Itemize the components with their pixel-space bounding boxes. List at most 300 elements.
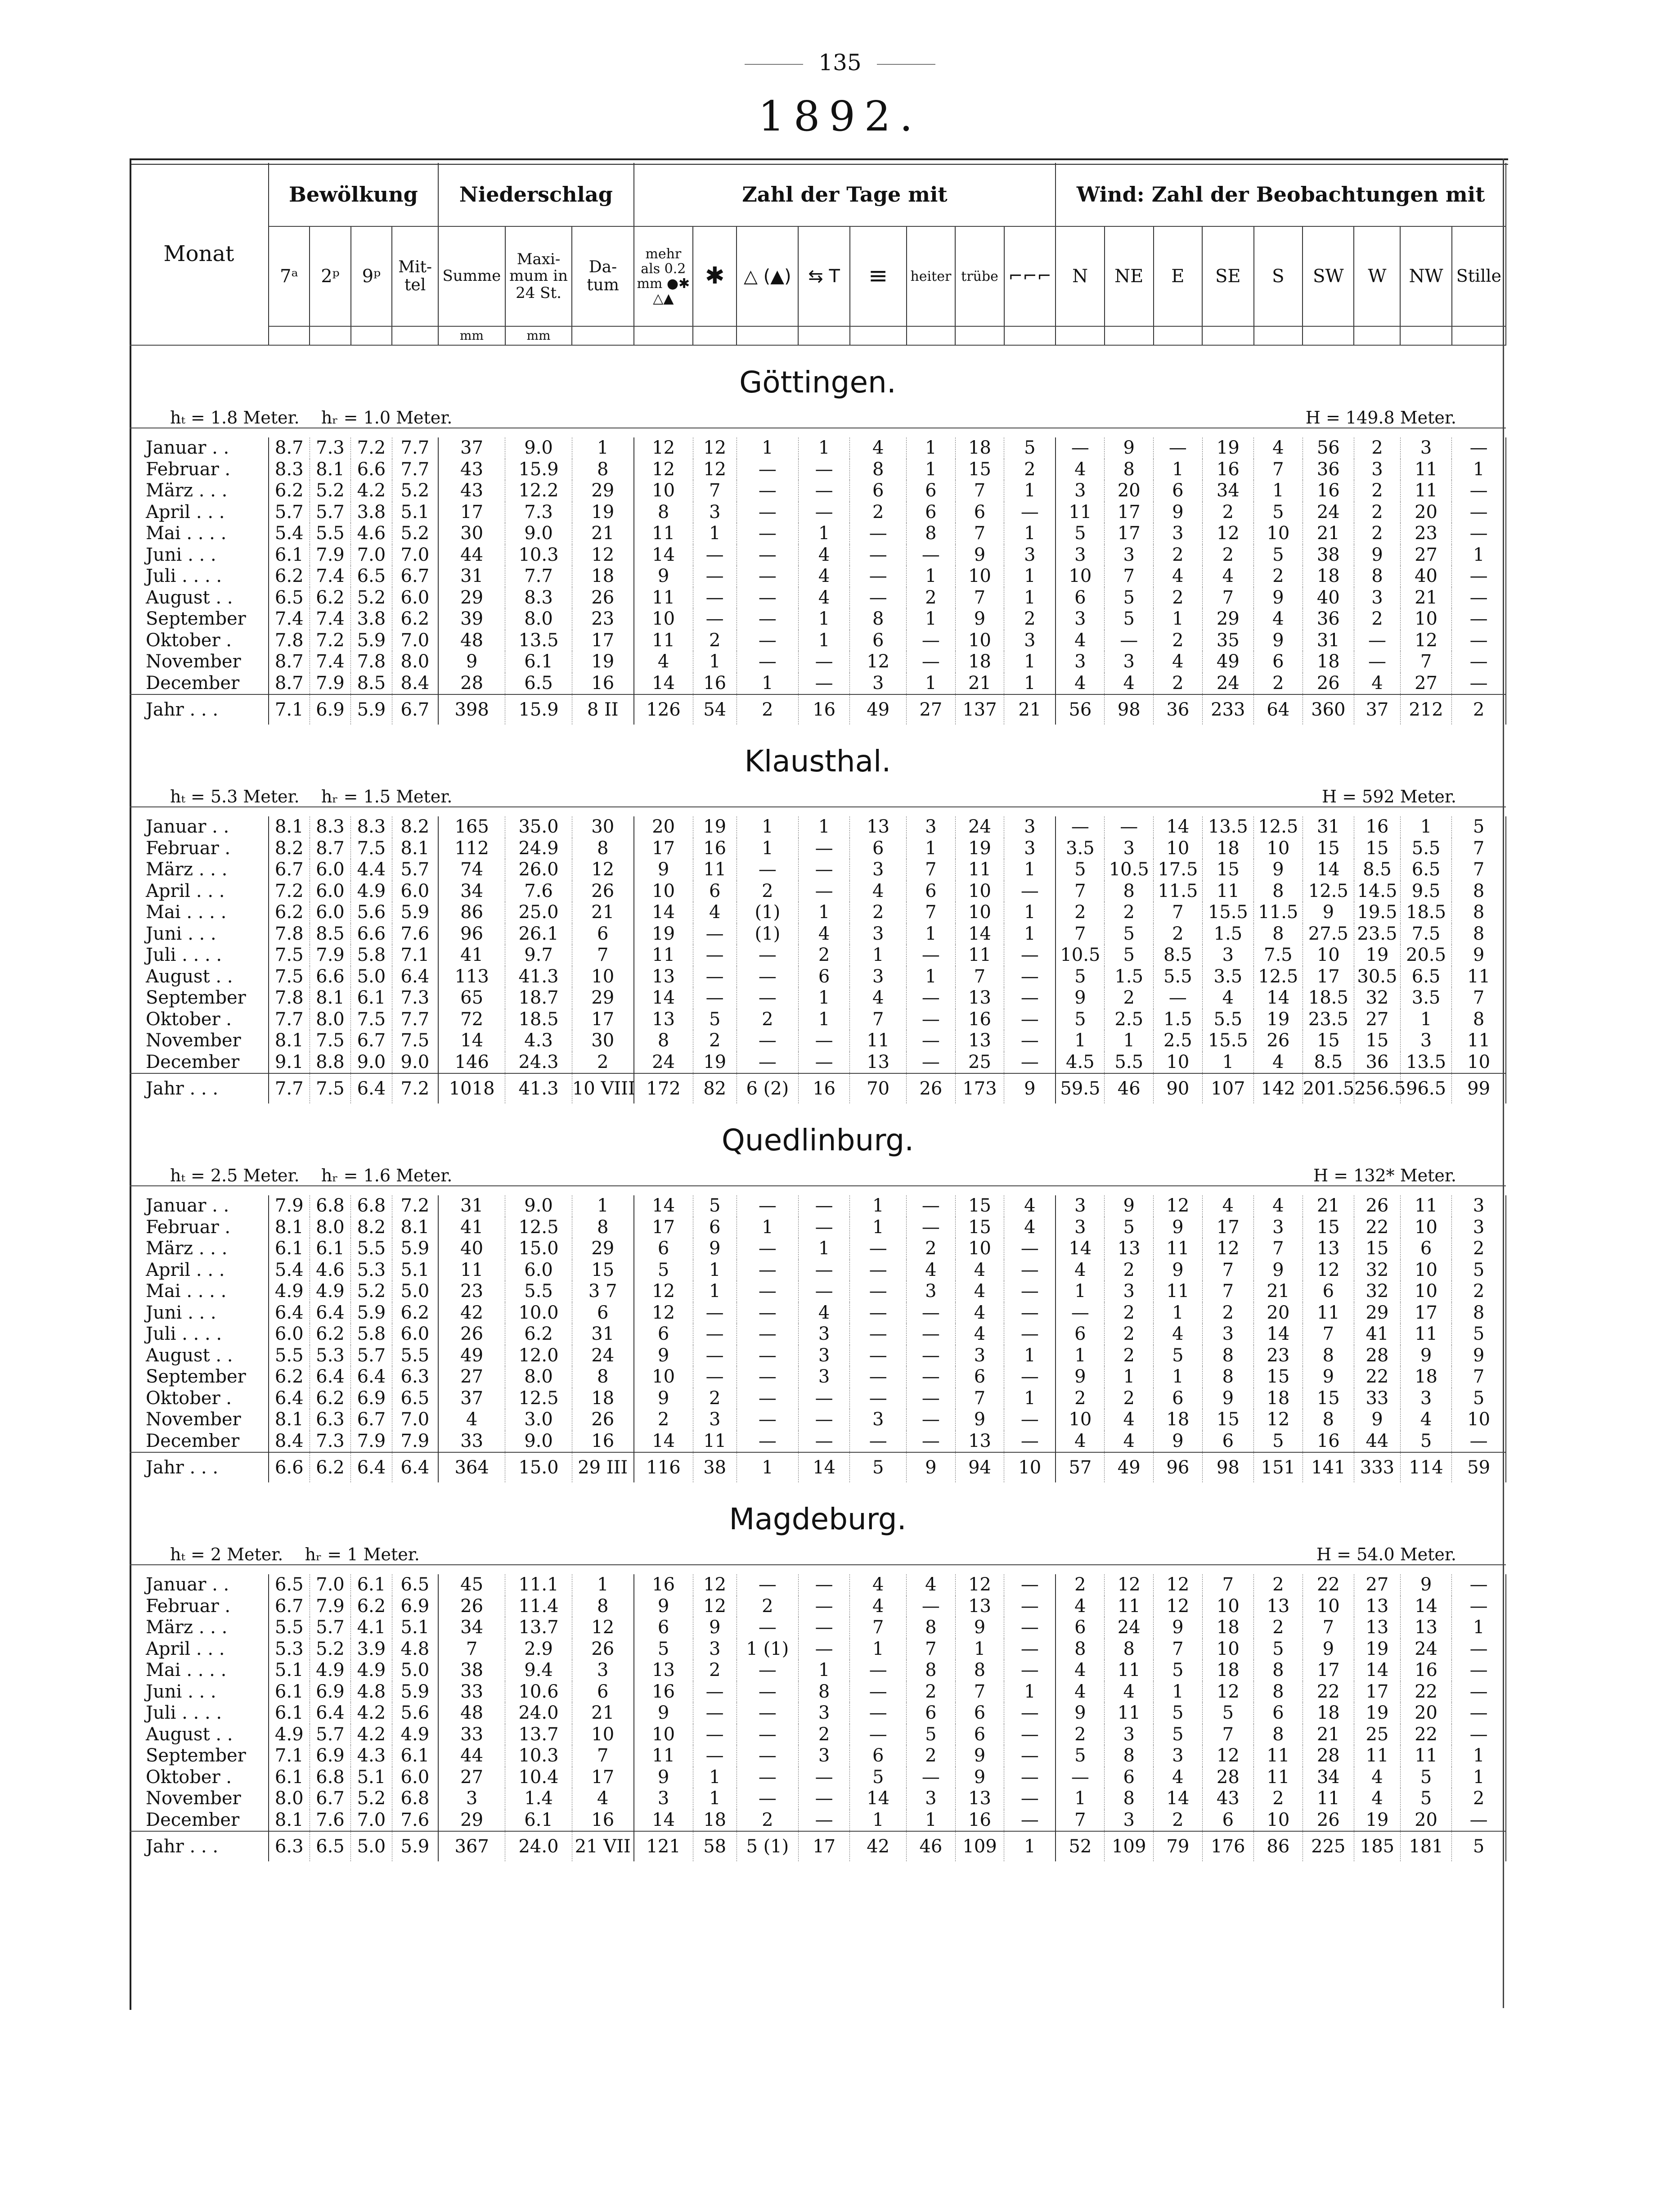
table-cell: 48 — [438, 630, 505, 652]
table-cell: 8 — [1254, 1660, 1303, 1681]
table-cell: 1 — [1056, 1345, 1105, 1367]
thermometer-height: hₜ = 5.3 Meter. — [170, 787, 300, 806]
table-cell: 14 — [438, 1030, 505, 1052]
table-cell: 8.2 — [269, 838, 310, 860]
table-cell: 16 — [1354, 816, 1400, 838]
bewoelkung-header: Bewölkung — [269, 163, 438, 226]
table-cell: 70 — [850, 1073, 907, 1104]
table-cell: 109 — [1105, 1831, 1154, 1861]
table-cell: 2 — [798, 945, 849, 966]
table-cell: 6.2 — [269, 480, 310, 502]
table-cell: 4 — [1254, 1195, 1303, 1217]
table-cell: 28 — [1303, 1745, 1354, 1767]
table-cell: 3 — [1105, 1810, 1154, 1832]
table-cell: 4.9 — [351, 1660, 392, 1681]
table-cell: 5.3 — [269, 1639, 310, 1660]
table-cell: 1 — [1004, 1345, 1056, 1367]
table-cell: 9 — [1154, 1617, 1203, 1639]
table-cell: 21 — [1004, 694, 1056, 725]
table-cell: — — [1004, 1810, 1056, 1832]
table-cell: — — [850, 566, 907, 587]
table-cell: 29 — [572, 1238, 633, 1260]
table-cell: 5.9 — [392, 1238, 438, 1260]
table-cell: 41 — [1354, 1324, 1400, 1345]
table-cell: 24.3 — [505, 1052, 572, 1074]
table-cell: 14.5 — [1354, 881, 1400, 902]
table-cell: — — [737, 1409, 798, 1431]
table-cell: 7 — [1452, 859, 1506, 881]
table-cell: 7 — [1056, 881, 1105, 902]
col-2p: 2ᵖ — [310, 226, 350, 326]
table-cell: 26 — [572, 587, 633, 609]
table-row — [130, 587, 1506, 609]
table-cell: 7 — [572, 945, 633, 966]
table-cell: 86 — [438, 902, 505, 923]
table-cell: 26 — [907, 1073, 956, 1104]
table-cell: 6 — [572, 923, 633, 945]
table-cell: 1 (1) — [737, 1639, 798, 1660]
table-cell: — — [850, 1238, 907, 1260]
table-cell: 6.0 — [505, 1260, 572, 1281]
table-cell: 96 — [438, 923, 505, 945]
table-cell: — — [1452, 587, 1506, 609]
table-cell: 14 — [1400, 1596, 1451, 1617]
month-label: Juli . . . . — [130, 1703, 269, 1724]
table-cell: 225 — [1303, 1831, 1354, 1861]
table-cell: 43 — [438, 480, 505, 502]
table-cell: 3 — [850, 1409, 907, 1431]
table-cell: 13 — [955, 987, 1004, 1009]
table-cell: 5.7 — [269, 502, 310, 523]
table-cell: — — [1105, 816, 1154, 838]
table-row — [130, 1302, 1506, 1324]
table-cell: 7 — [850, 1617, 907, 1639]
table-cell: 6.9 — [351, 1388, 392, 1410]
table-cell: 1 — [1004, 1388, 1056, 1410]
col-mittel: Mit- tel — [392, 226, 438, 326]
table-cell: 1 — [1004, 566, 1056, 587]
table-cell: 1 — [1400, 816, 1451, 838]
month-label: Januar . . — [130, 1574, 269, 1596]
table-cell: 5.5 — [1154, 966, 1203, 988]
col-9p: 9ᵖ — [351, 226, 392, 326]
table-cell: 8 — [1452, 1009, 1506, 1031]
table-cell: 9.5 — [1400, 881, 1451, 902]
table-cell: — — [737, 1345, 798, 1367]
table-cell: 16 — [634, 1574, 693, 1596]
table-cell: — — [737, 1052, 798, 1074]
table-cell: — — [737, 1324, 798, 1345]
table-cell: 11 — [1254, 1745, 1303, 1767]
table-cell: 233 — [1202, 694, 1253, 725]
table-cell: 33 — [1354, 1388, 1400, 1410]
table-cell: 9 — [1400, 1345, 1451, 1367]
table-cell: 5 — [1154, 1660, 1203, 1681]
table-cell: — — [737, 651, 798, 673]
table-cell: 8.1 — [392, 1217, 438, 1239]
table-cell: 10 — [634, 881, 693, 902]
month-label: September — [130, 608, 269, 630]
table-cell: 3 — [1202, 1324, 1253, 1345]
table-cell: 11 — [1400, 1745, 1451, 1767]
table-cell: 13 — [955, 1788, 1004, 1810]
table-cell: 10 — [1254, 838, 1303, 860]
table-cell: 49 — [438, 1345, 505, 1367]
table-cell: — — [737, 1281, 798, 1302]
table-cell: 5 — [1254, 545, 1303, 566]
table-cell: 27 — [1354, 1009, 1400, 1031]
table-cell: 6.2 — [269, 1366, 310, 1388]
col-datum: Da- tum — [572, 226, 633, 326]
table-cell: 21 — [572, 523, 633, 545]
table-cell: 113 — [438, 966, 505, 988]
table-cell: 8 — [1254, 923, 1303, 945]
table-cell: — — [1004, 881, 1056, 902]
month-label: August . . — [130, 587, 269, 609]
month-label: Februar . — [130, 838, 269, 860]
table-cell: 15 — [1303, 1388, 1354, 1410]
table-cell: 8 — [572, 1596, 633, 1617]
table-cell: 18 — [1202, 1660, 1253, 1681]
table-cell: 13 — [1254, 1596, 1303, 1617]
table-cell: 3 — [1056, 1217, 1105, 1239]
hail-icon: △ (▲) — [737, 226, 798, 326]
table-cell: 14 — [1154, 1788, 1203, 1810]
table-cell: 2 — [1254, 1788, 1303, 1810]
table-cell: 9 — [1004, 1073, 1056, 1104]
table-cell: 33 — [438, 1724, 505, 1746]
table-cell: 6.2 — [310, 587, 350, 609]
table-cell: 2.9 — [505, 1639, 572, 1660]
table-cell: 4 — [438, 1409, 505, 1431]
table-cell: 1 — [1004, 587, 1056, 609]
table-cell: 26 — [438, 1596, 505, 1617]
table-cell: 17 — [1202, 1217, 1253, 1239]
table-cell: 9 — [438, 651, 505, 673]
table-cell: 22 — [1400, 1681, 1451, 1703]
table-cell: 3 — [798, 1366, 849, 1388]
table-cell: 5.2 — [351, 1788, 392, 1810]
table-cell: — — [798, 1574, 849, 1596]
year-total-row — [130, 694, 1506, 725]
table-cell: 10 — [1154, 838, 1203, 860]
table-cell: 141 — [1303, 1452, 1354, 1482]
table-cell: — — [1452, 1724, 1506, 1746]
table-cell: 6 — [907, 1703, 956, 1724]
table-cell: 5.8 — [351, 945, 392, 966]
table-cell: — — [1105, 630, 1154, 652]
table-cell: 107 — [1202, 1073, 1253, 1104]
col-wind-nw: NW — [1400, 226, 1451, 326]
table-cell: 5 — [1452, 1388, 1506, 1410]
month-label: Oktober . — [130, 630, 269, 652]
month-label: November — [130, 1409, 269, 1431]
table-cell: 7.7 — [392, 437, 438, 459]
table-cell: 8 — [1254, 881, 1303, 902]
table-cell: 10 — [1056, 1409, 1105, 1431]
table-cell: — — [1154, 987, 1203, 1009]
table-cell: — — [737, 523, 798, 545]
table-cell: 5.9 — [392, 1681, 438, 1703]
table-cell: 36 — [1354, 1052, 1400, 1074]
table-cell: 3 — [1105, 838, 1154, 860]
table-cell: 25.0 — [505, 902, 572, 923]
month-label: März . . . — [130, 1617, 269, 1639]
table-cell: 10 — [634, 1724, 693, 1746]
table-cell: 7 — [907, 1639, 956, 1660]
table-cell: 3.5 — [1400, 987, 1451, 1009]
table-cell: — — [798, 838, 849, 860]
table-cell: 5.1 — [392, 1260, 438, 1281]
table-cell: 23.5 — [1303, 1009, 1354, 1031]
table-cell: 9.0 — [351, 1052, 392, 1074]
table-cell: 4 — [798, 923, 849, 945]
table-row — [130, 1238, 1506, 1260]
table-cell: 15 — [1202, 859, 1253, 881]
table-cell: 38 — [693, 1452, 737, 1482]
table-cell: 6.9 — [310, 1681, 350, 1703]
table-cell: 2 — [1056, 1724, 1105, 1746]
table-cell: 146 — [438, 1052, 505, 1074]
table-cell: 1 — [1452, 459, 1506, 481]
table-row — [130, 1052, 1506, 1074]
station-title-magdeburg: Magdeburg. — [729, 1502, 907, 1536]
month-label: April . . . — [130, 1260, 269, 1281]
table-cell: 40 — [1303, 587, 1354, 609]
month-label: Juli . . . . — [130, 945, 269, 966]
table-cell: 27 — [907, 694, 956, 725]
table-cell: 9.1 — [269, 1052, 310, 1074]
table-cell: 8.7 — [269, 437, 310, 459]
table-cell: 7 — [438, 1639, 505, 1660]
table-cell: 2 — [737, 1009, 798, 1031]
table-cell: 18 — [1202, 838, 1253, 860]
month-label: December — [130, 1810, 269, 1832]
table-cell: 6.1 — [269, 545, 310, 566]
table-cell: — — [1452, 1810, 1506, 1832]
table-cell: 3 — [693, 1639, 737, 1660]
table-cell: — — [737, 545, 798, 566]
table-cell: 11 — [634, 945, 693, 966]
table-cell: 1 — [1004, 859, 1056, 881]
table-row — [130, 1660, 1506, 1681]
table-cell: 333 — [1354, 1452, 1400, 1482]
table-cell: 114 — [1400, 1452, 1451, 1482]
table-cell: 17 — [572, 1009, 633, 1031]
table-cell: 3 — [1105, 1724, 1154, 1746]
table-cell: 4 — [850, 1596, 907, 1617]
table-cell: 15 — [955, 1217, 1004, 1239]
table-cell: 46 — [907, 1831, 956, 1861]
table-cell: 10 — [1154, 1052, 1203, 1074]
table-cell: 5.1 — [392, 502, 438, 523]
table-cell: 1 — [907, 459, 956, 481]
table-cell: 3 — [1056, 1195, 1105, 1217]
table-cell: 13 — [1105, 1238, 1154, 1260]
table-cell: 7 — [572, 1745, 633, 1767]
table-cell: 3 — [1056, 480, 1105, 502]
table-cell: 1.5 — [1154, 1009, 1203, 1031]
table-cell: 13 — [634, 1009, 693, 1031]
table-cell: 7.5 — [269, 966, 310, 988]
month-label: Februar . — [130, 1217, 269, 1239]
table-cell: 96.5 — [1400, 1073, 1451, 1104]
table-cell: 9 — [1254, 1260, 1303, 1281]
table-cell: 5 — [907, 1724, 956, 1746]
table-cell: 6.4 — [351, 1366, 392, 1388]
table-cell: — — [693, 923, 737, 945]
table-cell: 8.7 — [310, 838, 350, 860]
table-cell: 6.0 — [392, 1767, 438, 1788]
table-row — [130, 1703, 1506, 1724]
table-cell: 2 — [1105, 1324, 1154, 1345]
table-cell: 6.0 — [269, 1324, 310, 1345]
table-cell: 26 — [438, 1324, 505, 1345]
table-cell: 12 — [850, 651, 907, 673]
table-cell: 7.5 — [269, 945, 310, 966]
table-cell: 41 — [438, 1217, 505, 1239]
table-cell: — — [693, 1703, 737, 1724]
table-cell: 2 — [1254, 673, 1303, 695]
table-cell: 2 — [693, 1388, 737, 1410]
unit-summe: mm — [438, 326, 505, 345]
table-cell: 9 — [634, 566, 693, 587]
table-cell: 13 — [1400, 1617, 1451, 1639]
table-cell: 7 — [955, 523, 1004, 545]
table-cell: — — [1452, 523, 1506, 545]
table-cell: 31 — [572, 1324, 633, 1345]
table-cell: 4 — [1105, 1431, 1154, 1453]
table-cell: 5 — [1154, 1345, 1203, 1367]
table-cell: 11 — [1400, 480, 1451, 502]
table-cell: 4 — [1056, 673, 1105, 695]
table-cell: 5 — [850, 1767, 907, 1788]
table-cell: 9 — [1154, 1260, 1203, 1281]
table-cell: 12 — [634, 1281, 693, 1302]
table-cell: 14 — [1354, 1660, 1400, 1681]
table-cell: 17 — [1303, 1660, 1354, 1681]
table-cell: 2 — [1452, 1238, 1506, 1260]
table-cell: 29 — [572, 480, 633, 502]
table-cell: 1 — [798, 1238, 849, 1260]
table-cell: 3 — [907, 1281, 956, 1302]
table-cell: 12 — [693, 1596, 737, 1617]
table-cell: 6.2 — [269, 902, 310, 923]
table-cell: 1 — [1452, 1767, 1506, 1788]
table-cell: 3.8 — [351, 608, 392, 630]
table-row — [130, 1596, 1506, 1617]
table-cell: 4.2 — [351, 480, 392, 502]
table-cell: 12 — [955, 1574, 1004, 1596]
table-cell: 22 — [1303, 1574, 1354, 1596]
table-cell: 181 — [1400, 1831, 1451, 1861]
table-cell: 7 — [1056, 1810, 1105, 1832]
table-cell: — — [907, 1596, 956, 1617]
table-cell: 38 — [438, 1660, 505, 1681]
table-cell: 7 — [907, 859, 956, 881]
table-row — [130, 966, 1506, 988]
table-cell: 4.9 — [269, 1281, 310, 1302]
table-cell: 15.9 — [505, 694, 572, 725]
table-cell: 4.2 — [351, 1724, 392, 1746]
table-cell: 5 — [1254, 502, 1303, 523]
table-cell: 43 — [438, 459, 505, 481]
table-cell: 4.6 — [310, 1260, 350, 1281]
table-cell: — — [1452, 1660, 1506, 1681]
table-cell: — — [907, 1195, 956, 1217]
table-cell: — — [737, 480, 798, 502]
table-cell: 59.5 — [1056, 1073, 1105, 1104]
table-cell: 10.5 — [1056, 945, 1105, 966]
table-cell: 21 — [955, 673, 1004, 695]
table-cell: 1 — [1004, 673, 1056, 695]
table-cell: 7 — [850, 1009, 907, 1031]
table-cell: 8.4 — [269, 1431, 310, 1453]
col-wind-ne: NE — [1105, 226, 1154, 326]
table-cell: 1 — [907, 1810, 956, 1832]
table-cell: 7 — [1154, 902, 1203, 923]
table-cell: 2 — [907, 1745, 956, 1767]
table-cell: 4 — [1056, 1660, 1105, 1681]
table-cell: 4.8 — [351, 1681, 392, 1703]
table-cell: 12.5 — [505, 1217, 572, 1239]
month-label: Mai . . . . — [130, 1660, 269, 1681]
table-cell: 6.5 — [392, 1574, 438, 1596]
table-cell: 9 — [634, 1767, 693, 1788]
table-cell: — — [693, 1681, 737, 1703]
table-cell: 6.0 — [310, 859, 350, 881]
table-cell: 4 — [798, 545, 849, 566]
table-cell: 5 — [1154, 1724, 1203, 1746]
table-cell: 6.3 — [392, 1366, 438, 1388]
table-cell: 10.0 — [505, 1302, 572, 1324]
table-cell: 10.5 — [1105, 859, 1154, 881]
station-heights-quedlinburg — [130, 1158, 634, 1186]
col-heiter: heiter — [907, 226, 956, 326]
table-cell: 34 — [438, 881, 505, 902]
table-cell: 13 — [634, 1660, 693, 1681]
table-cell: 41.3 — [505, 966, 572, 988]
month-label: April . . . — [130, 502, 269, 523]
table-cell: 6.8 — [310, 1195, 350, 1217]
table-cell: 4.3 — [505, 1030, 572, 1052]
month-label: März . . . — [130, 859, 269, 881]
table-cell: 9 — [955, 1617, 1004, 1639]
station-sections — [130, 345, 1506, 1861]
table-cell: 6.7 — [269, 859, 310, 881]
table-cell: 7 — [1056, 923, 1105, 945]
month-label: April . . . — [130, 1639, 269, 1660]
table-cell: 3 — [850, 966, 907, 988]
table-cell: 24 — [1105, 1617, 1154, 1639]
table-cell: 27 — [1400, 545, 1451, 566]
table-cell: 82 — [693, 1073, 737, 1104]
table-cell: 7 — [955, 1681, 1004, 1703]
table-cell: 5.2 — [392, 523, 438, 545]
table-cell: 2 — [798, 1724, 849, 1746]
table-cell: 5.2 — [351, 1281, 392, 1302]
table-cell: — — [1004, 502, 1056, 523]
table-cell: 9.0 — [505, 523, 572, 545]
table-cell: 9.0 — [505, 1195, 572, 1217]
table-cell: 29 — [1202, 608, 1253, 630]
table-cell: 8.0 — [310, 1009, 350, 1031]
table-cell: 5 — [1105, 923, 1154, 945]
table-cell: 13.5 — [1202, 816, 1253, 838]
table-cell: 12 — [1254, 1409, 1303, 1431]
station-elevation-quedlinburg: H = 132* Meter. — [1313, 1166, 1456, 1185]
table-cell: — — [737, 1681, 798, 1703]
